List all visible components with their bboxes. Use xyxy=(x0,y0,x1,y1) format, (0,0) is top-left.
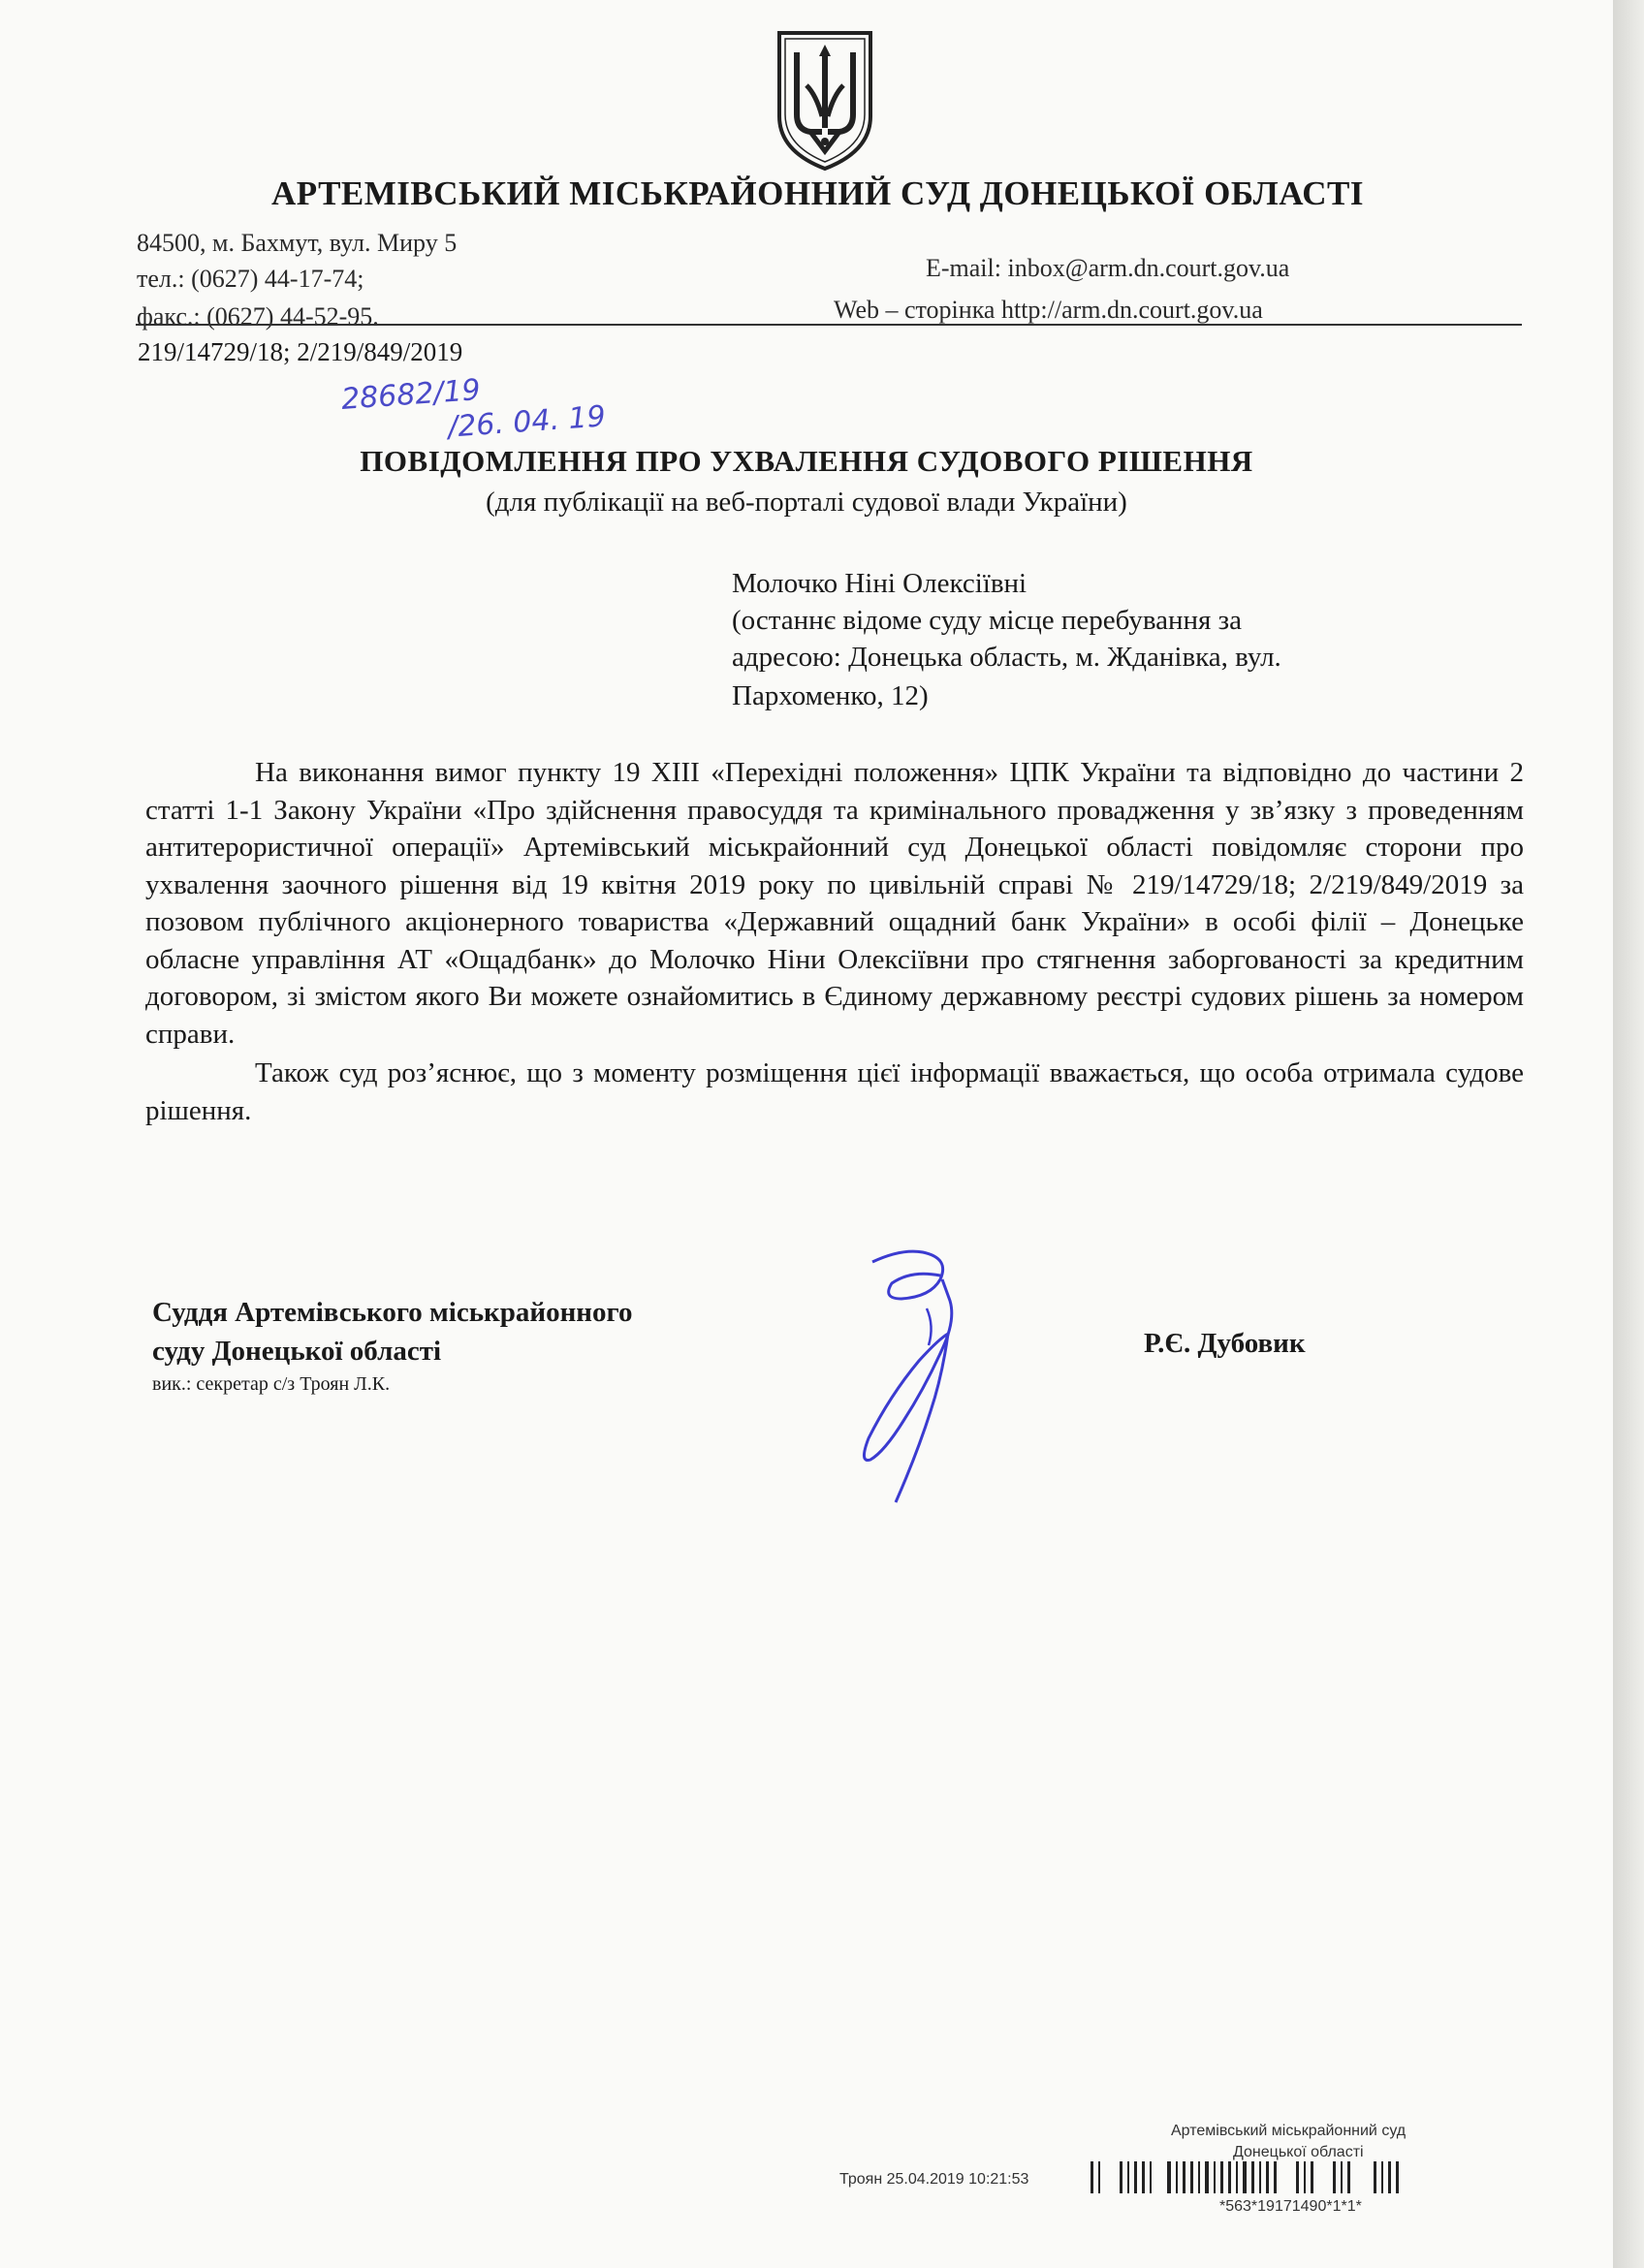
scan-edge xyxy=(1613,0,1644,2268)
court-name: АРТЕМІВСЬКИЙ МІСЬКРАЙОННИЙ СУД ДОНЕЦЬКОЇ ОБЛАСТІ xyxy=(271,174,1364,212)
court-website: Web – сторінка http://arm.dn.court.gov.ua xyxy=(834,296,1263,324)
judge-title-line: Суддя Артемівського міськрайонного xyxy=(152,1297,633,1328)
notice-paragraph: На виконання вимог пункту 19 XIII «Перехідні положення» ЦПК України та відповідно до частини 2 статті 1-1 Закону України «Про здійснення правосуддя та кримінального провадження у зв’язку з проведенням антитерористичної операції» Артемівський міськрайонний суд Донецької області повідомляє сторони про ухвалення заочного рішення від 19 квітня 2019 року по цивільній справі № 219/14729/18; 2/219/849/2019 за позовом публічного акціонерного товариства «Державний ощадний банк України» в особі філії – Донецьке обласне управління АТ «Ощадбанк» до Молочко Ніни Олексіївни про стягнення заборгованості за кредитним договором, зі змістом якого Ви можете ознайомитись в Єдиному державному реєстрі судових рішень за номером справи. xyxy=(145,757,1524,1050)
barcode-number: *563*19171490*1*1* xyxy=(1219,2198,1362,2215)
handwritten-signature xyxy=(834,1241,989,1522)
judge-name: Р.Є. Дубовик xyxy=(1144,1328,1306,1359)
document-subtitle: (для публікації на веб-порталі судової влади України) xyxy=(486,487,1127,518)
document-barcode xyxy=(1091,2161,1546,2193)
footer-timestamp: Троян 25.04.2019 10:21:53 xyxy=(839,2171,1029,2188)
addressee-address-line: адресою: Донецька область, м. Жданівка, вул. xyxy=(732,642,1281,673)
notice-paragraph: Також суд роз’яснює, що з моменту розміщення цієї інформації вважається, що особа отримала судове рішення. xyxy=(145,1057,1524,1126)
addressee-address-line: (останнє відоме суду місце перебування за xyxy=(732,605,1242,636)
court-email: E-mail: inbox@arm.dn.court.gov.ua xyxy=(926,254,1290,282)
judge-title-line: суду Донецької області xyxy=(152,1336,442,1367)
court-address: 84500, м. Бахмут, вул. Миру 5 xyxy=(137,229,458,257)
court-fax: факс.: (0627) 44-52-95. xyxy=(137,302,379,331)
document-title: ПОВІДОМЛЕННЯ ПРО УХВАЛЕННЯ СУДОВОГО РІШЕННЯ xyxy=(360,444,1253,478)
addressee-name: Молочко Ніні Олексіївні xyxy=(732,568,1028,599)
executor-note: вик.: секретар с/з Троян Л.К. xyxy=(152,1373,391,1395)
court-phone: тел.: (0627) 44-17-74; xyxy=(137,265,364,293)
footer-court-stamp: Донецької області xyxy=(1233,2144,1364,2160)
handwritten-registration-number: 28682/19 xyxy=(339,373,482,417)
footer-court-stamp: Артемівський міськрайонний суд xyxy=(1171,2123,1407,2139)
addressee-address-line: Пархоменко, 12) xyxy=(732,680,929,711)
coat-of-arms-icon xyxy=(772,27,878,173)
handwritten-registration-date: /26. 04. 19 xyxy=(446,399,607,445)
header-divider xyxy=(136,324,1522,326)
notice-body xyxy=(145,754,1524,1129)
case-numbers: 219/14729/18; 2/219/849/2019 xyxy=(138,337,463,366)
